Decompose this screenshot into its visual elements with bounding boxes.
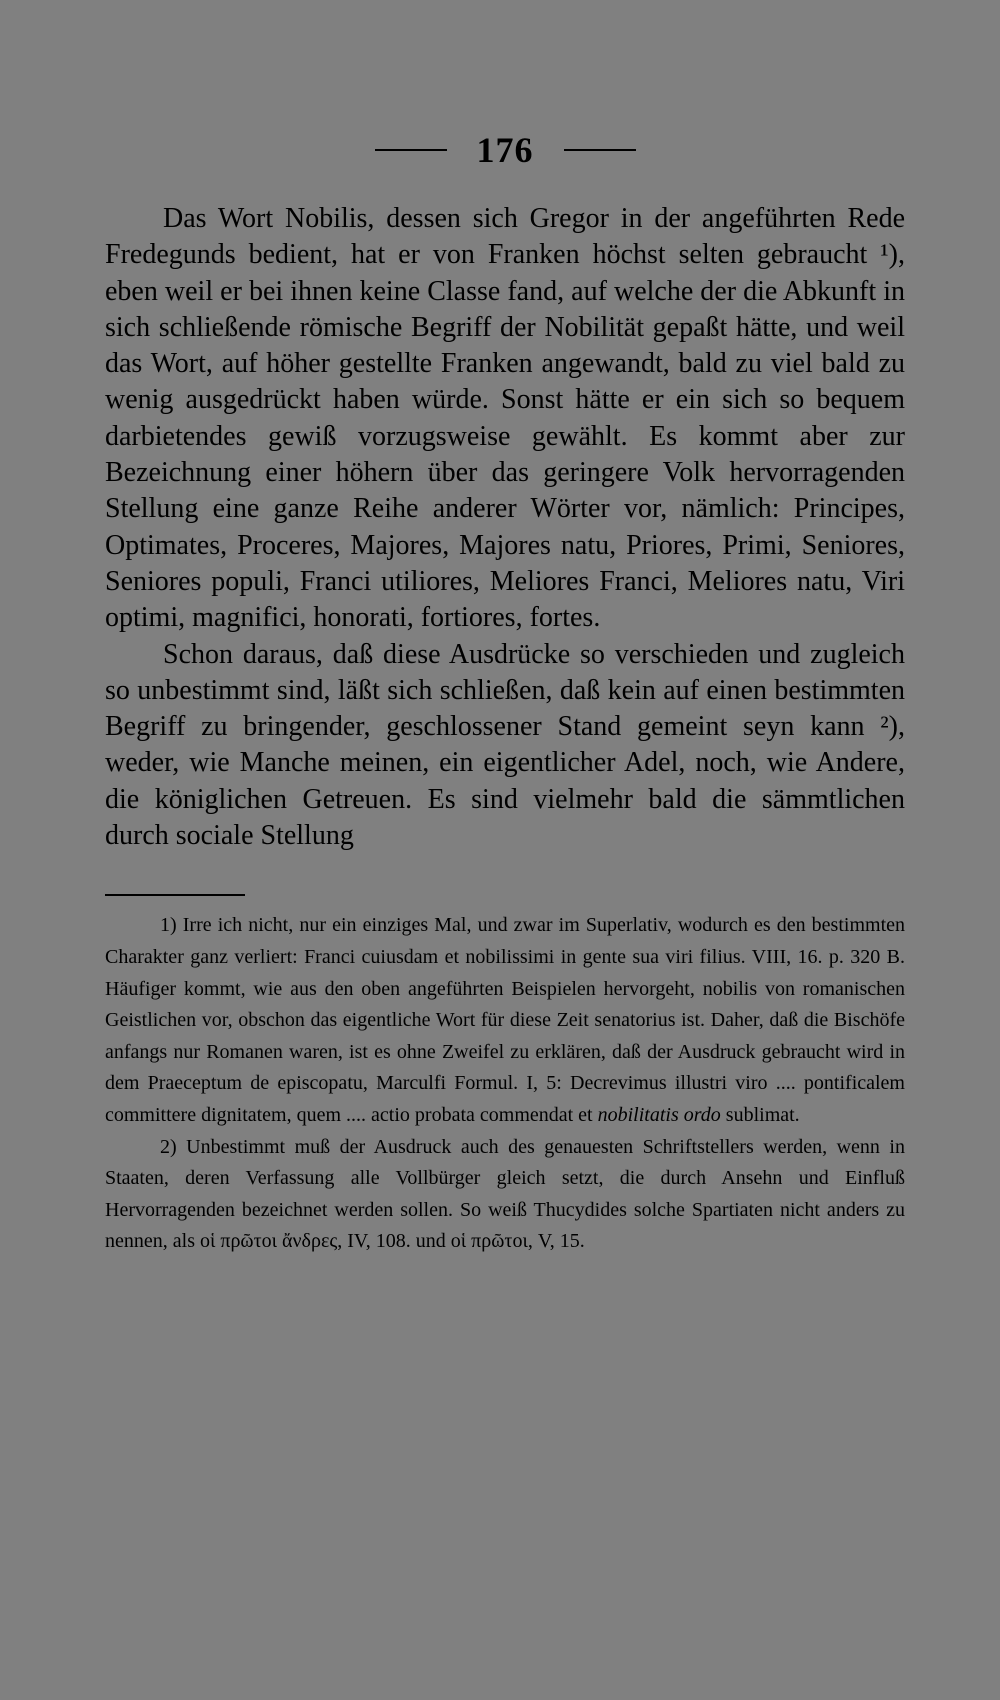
footnote-1-end: sublimat. [720, 1103, 800, 1126]
main-text [105, 201, 905, 854]
footnote-separator [105, 894, 245, 896]
footnote-1-text: 1) Irre ich nicht, nur ein einziges Mal, und zwar im Superlativ, wodurch es den bestimmten Charakter ganz verliert: Franci cuiusdam et nobilissimi in gente sua viri filius. VIII, 16. p. 320 B. Häufiger kommt, wie aus den oben angeführten Beispielen hervorgeht, nobilis von romanischen Geistlichen vor, obschon das eigentliche Wort für diese Zeit senatorius ist. Daher, daß die Bischöfe anfangs nur Romanen waren, ist es ohne Zweifel zu erklären, daß der Ausdruck gebraucht wird in dem Praeceptum de episcopatu, Marculfi Formul. I, 5: Decrevimus illustri viro .... pontificalem committere dignitatem, quem .... actio probata commendat et [105, 914, 905, 1126]
paragraph-1: Das Wort Nobilis, dessen sich Gregor in der angeführten Rede Fredegunds bedient, hat er von Franken höchst selten gebraucht ¹), eben weil er bei ihnen keine Classe fand, auf welche der die Abkunft in sich schließende römische Begriff der Nobilität gepaßt hätte, und weil das Wort, auf höher gestellte Franken angewandt, bald zu viel bald zu wenig ausgedrückt haben würde. Sonst hätte er ein sich so bequem darbietendes gewiß vorzugsweise gewählt. Es kommt aber zur Bezeichnung einer höhern über das geringere Volk hervorragenden Stellung eine ganze Reihe anderer Wörter vor, nämlich: Principes, Optimates, Proceres, Majores, Majores natu, Priores, Primi, Seniores, Seniores populi, Franci utiliores, Meliores Franci, Meliores natu, Viri optimi, magnifici, honorati, fortiores, fortes. [105, 203, 905, 634]
footnote-1 [105, 910, 905, 1131]
page-number: 176 [476, 130, 534, 170]
header-rule-right [564, 149, 636, 151]
header-rule-left [375, 149, 447, 151]
footnote-1-italic: nobilitatis ordo [597, 1103, 721, 1126]
paragraph-2: Schon daraus, daß diese Ausdrücke so verschieden und zugleich so unbestimmt sind, läßt sich schließen, daß kein auf einen bestimmten Begriff zu bringender, geschlossener Stand gemeint seyn kann ²), weder, wie Manche meinen, ein eigentlicher Adel, noch, wie Andere, die königlichen Getreuen. Es sind vielmehr bald die sämmtlichen durch sociale Stellung [105, 638, 905, 852]
footnotes [105, 910, 905, 1258]
page-header [105, 125, 905, 175]
footnote-2: 2) Unbestimmt muß der Ausdruck auch des genauesten Schriftstellers werden, wenn in Staaten, deren Verfassung alle Vollbürger gleich setzt, die durch Ansehn und Einfluß Hervorragenden bezeichnet werden sollen. So weiß Thucydides solche Spartiaten nicht anders zu nennen, als οἱ πρῶτοι ἄνδρες, IV, 108. und οἱ πρῶτοι, V, 15. [105, 1135, 905, 1253]
